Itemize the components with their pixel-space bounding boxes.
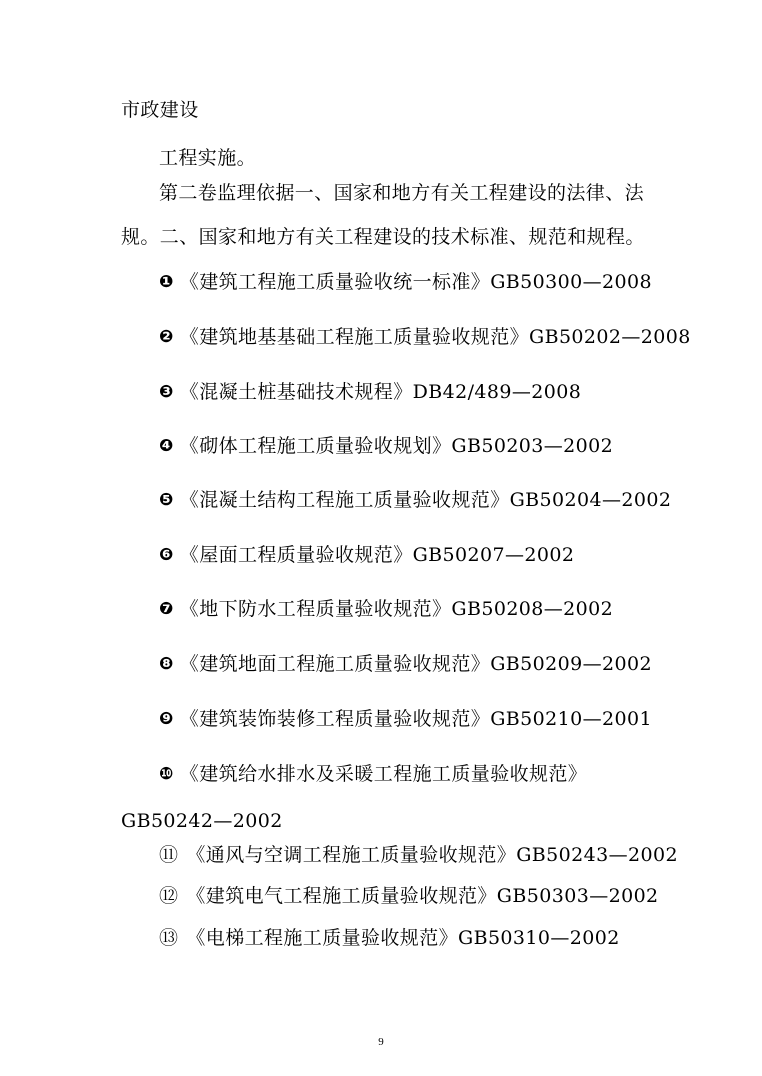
item-number: ❷ (159, 327, 174, 347)
item-number: ❽ (159, 654, 174, 674)
list-item (159, 325, 691, 349)
list-item (159, 707, 652, 731)
list-item (159, 843, 678, 867)
item-number: ❼ (159, 599, 174, 619)
list-item (159, 270, 652, 294)
list-item (159, 380, 581, 404)
item-text: 《屋面工程质量验收规范》GB50207—2002 (179, 544, 575, 566)
item-text: 《电梯工程施工质量验收规范》GB50310—2002 (186, 927, 620, 949)
item-number: ⑪ (159, 844, 179, 866)
item-number: ❿ (159, 764, 174, 784)
list-item (159, 597, 613, 621)
item-text: 《建筑地面工程施工质量验收规范》GB50209—2002 (179, 653, 652, 675)
item-number: ❺ (159, 490, 174, 510)
list-item (159, 434, 613, 458)
item-number: ❾ (159, 709, 174, 729)
item-text: 《建筑工程施工质量验收统一标准》GB50300—2008 (179, 271, 652, 293)
item-text: 《地下防水工程质量验收规范》GB50208—2002 (179, 598, 614, 620)
list-item (159, 543, 574, 567)
item-text: 《通风与空调工程施工质量验收规范》GB50243—2002 (186, 844, 678, 866)
item-number: ⑫ (159, 885, 179, 907)
item-text: 《建筑装饰装修工程质量验收规范》GB50210—2001 (179, 708, 652, 730)
item-text: 《建筑给水排水及采暖工程施工质量验收规范》 (179, 763, 588, 785)
paragraph-1: 工程实施。 (159, 147, 257, 169)
item-number: ❶ (159, 272, 174, 292)
item-number: ⑬ (159, 927, 179, 949)
list-item (159, 884, 659, 908)
item-text: 《混凝土桩基础技术规程》DB42/489—2008 (179, 381, 582, 403)
list-item (159, 926, 620, 950)
list-item (159, 762, 587, 786)
item-number: ❻ (159, 545, 174, 565)
page-heading: 市政建设 (121, 99, 199, 121)
item-text: 《建筑电气工程施工质量验收规范》GB50303—2002 (186, 885, 659, 907)
list-item (159, 652, 652, 676)
item-text: 《混凝土结构工程施工质量验收规范》GB50204—2002 (179, 489, 672, 511)
item-10-continuation: GB50242—2002 (121, 810, 283, 832)
item-text: 《砌体工程施工质量验收规划》GB50203—2002 (179, 435, 614, 457)
paragraph-2-line-2: 规。二、国家和地方有关工程建设的技术标准、规范和规程。 (121, 226, 645, 248)
paragraph-2-line-1: 第二卷监理依据一、国家和地方有关工程建设的法律、法 (159, 182, 645, 204)
item-number: ❸ (159, 382, 174, 402)
list-item (159, 488, 671, 512)
item-text: 《建筑地基基础工程施工质量验收规范》GB50202—2008 (179, 326, 691, 348)
page-number: 9 (378, 1036, 384, 1048)
item-number: ❹ (159, 436, 174, 456)
